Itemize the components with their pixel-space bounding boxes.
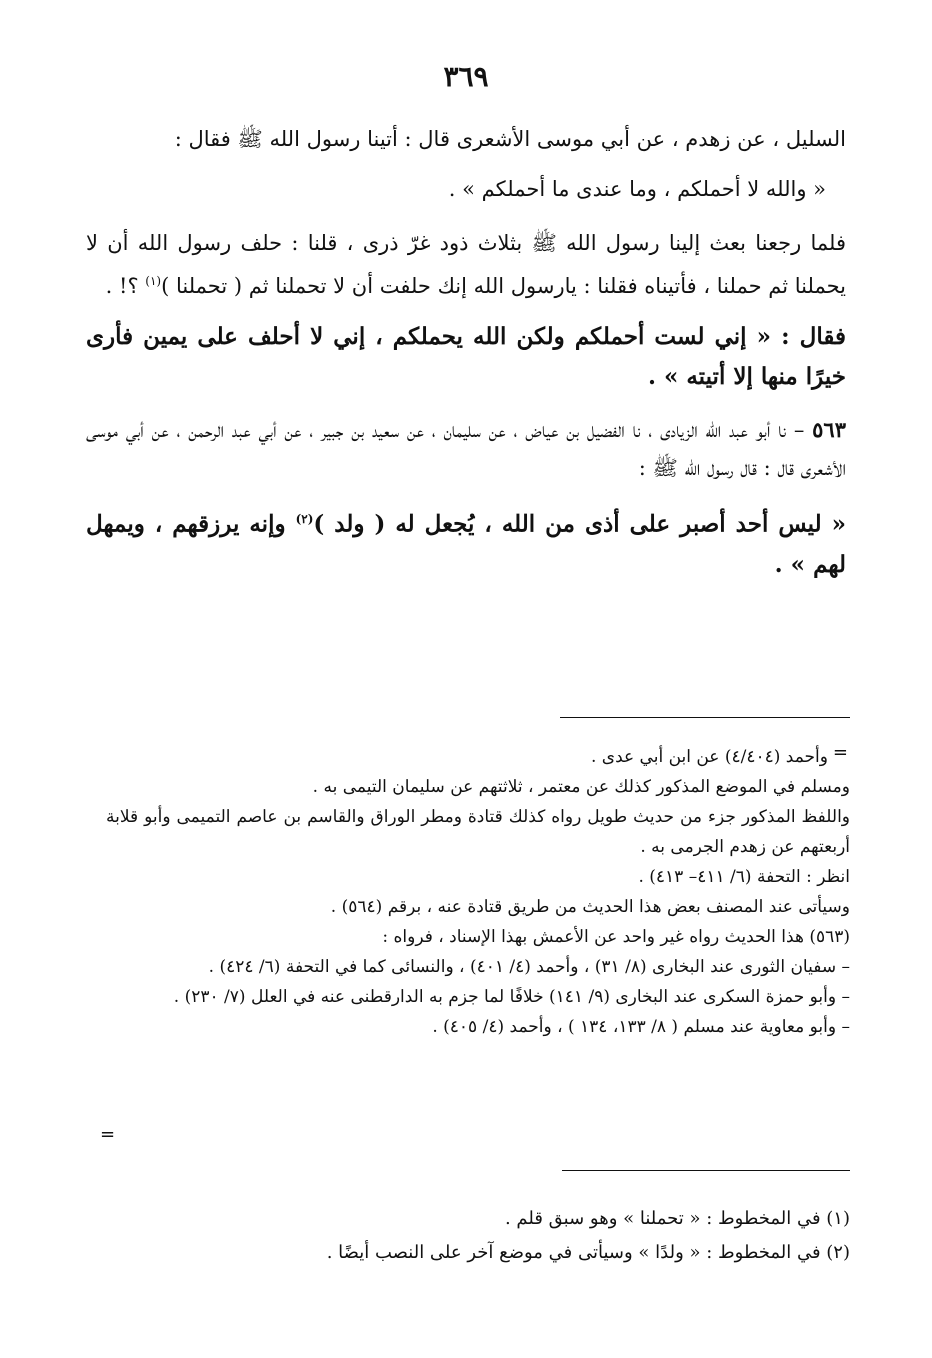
note-line: – سفيان الثورى عند البخارى (٨/ ٣١) ، وأحمد (٤/ ٤٠١) ، والنسائى كما في التحفة (٦/ ٤٢٤) . — [208, 957, 850, 977]
note-line: وأحمد (٤/٤٠٤) عن ابن أبي عدى . — [590, 747, 828, 767]
hadith-number: ٥٦٣ — [812, 417, 846, 442]
paragraph-1-text: السليل ، عن زهدم ، عن أبي موسى الأشعرى قال : أتينا رسول الله ﷺ فقال : — [174, 127, 846, 151]
paragraph-3-end: ؟! . — [105, 274, 146, 298]
note-line: – وأبو حمزة السكرى عند البخارى (٩/ ١٤١) خلافًا لما جزم به الدارقطنى عنه في العلل (٧/ ٢٣٠) . — [173, 987, 850, 1007]
paragraph-3-text: فلما رجعنا بعث إلينا رسول الله ﷺ بثلاث ذود غرّ ذرى ، قلنا : حلف رسول الله أن لا يحملنا ثم حملنا ، فأتيناه فقلنا : يارسول الله إنك حلفت أن لا تحملنا ثم ( تحملنا ) — [86, 231, 846, 298]
note-line: (٥٦٣) هذا الحديث رواه غير واحد عن الأعمش بهذا الإسناد ، فرواه : — [382, 927, 850, 947]
continuation-mark-start: = — [832, 742, 848, 763]
main-text — [86, 120, 846, 599]
footnotes-block — [106, 1202, 850, 1270]
paragraph-4 — [86, 317, 846, 397]
paragraph-6-end: وإنه يرزقهم ، ويمهل لهم » . — [86, 510, 846, 578]
paragraph-1 — [86, 120, 846, 158]
paragraph-2 — [86, 170, 846, 208]
paragraph-6-text: « ليس أحد أصبر على أذى من الله ، يُجعل له ( ولد ) — [313, 510, 846, 538]
footnote-2: (٢) في المخطوط : « ولدًا » وسيأتى في موضع آخر على النصب أيضًا . — [326, 1242, 850, 1263]
paragraph-2-text: « والله لا أحملكم ، وما عندى ما أحملكم » . — [448, 177, 826, 201]
note-line: انظر : التحفة (٦/ ٤١١– ٤١٣) . — [638, 867, 850, 887]
note-line: – وأبو معاوية عند مسلم ( ٨/ ١٣٣، ١٣٤ ) ، وأحمد (٤/ ٤٠٥) . — [432, 1017, 850, 1037]
page-number: ٣٦٩ — [443, 60, 489, 93]
footnote-ref-2: (٢) — [295, 512, 314, 526]
paragraph-6 — [86, 499, 846, 585]
footnotes-divider — [562, 1170, 850, 1171]
note-line: وسيأتى عند المصنف بعض هذا الحديث من طريق قتادة عنه ، برقم (٥٦٤) . — [330, 897, 850, 917]
paragraph-5 — [86, 411, 846, 487]
paragraph-3 — [86, 224, 846, 305]
note-line: واللفظ المذكور جزء من حديث طويل رواه كذلك قتادة ومطر الوراق والقاسم بن عاصم التميمى وأبو قلابة أربعتهم عن زهدم الجرمى به . — [106, 807, 850, 857]
continuation-mark-end: = — [100, 1124, 116, 1145]
paragraph-4-text: فقال : « إني لست أحملكم ولكن الله يحملكم ، إني لا أحلف على يمين فأرى خيرًا منها إلا أتيته » . — [86, 323, 846, 390]
notes-divider — [560, 717, 850, 718]
notes-block — [106, 742, 850, 1042]
footnote-ref-1: (١) — [145, 274, 162, 288]
paragraph-5-text: – نا أبو عبد الله الزيادى ، نا الفضيل بن عياض ، عن سليمان ، عن سعيد بن جبير ، عن أبي عبد الرحمن ، عن أبي موسى الأشعرى قال : قال رسول الله ﷺ : — [86, 418, 846, 480]
footnote-1: (١) في المخطوط : « تحملنا » وهو سبق قلم . — [504, 1208, 850, 1229]
note-line: ومسلم في الموضع المذكور كذلك عن معتمر ، ثلاثتهم عن سليمان التيمى به . — [312, 777, 850, 797]
